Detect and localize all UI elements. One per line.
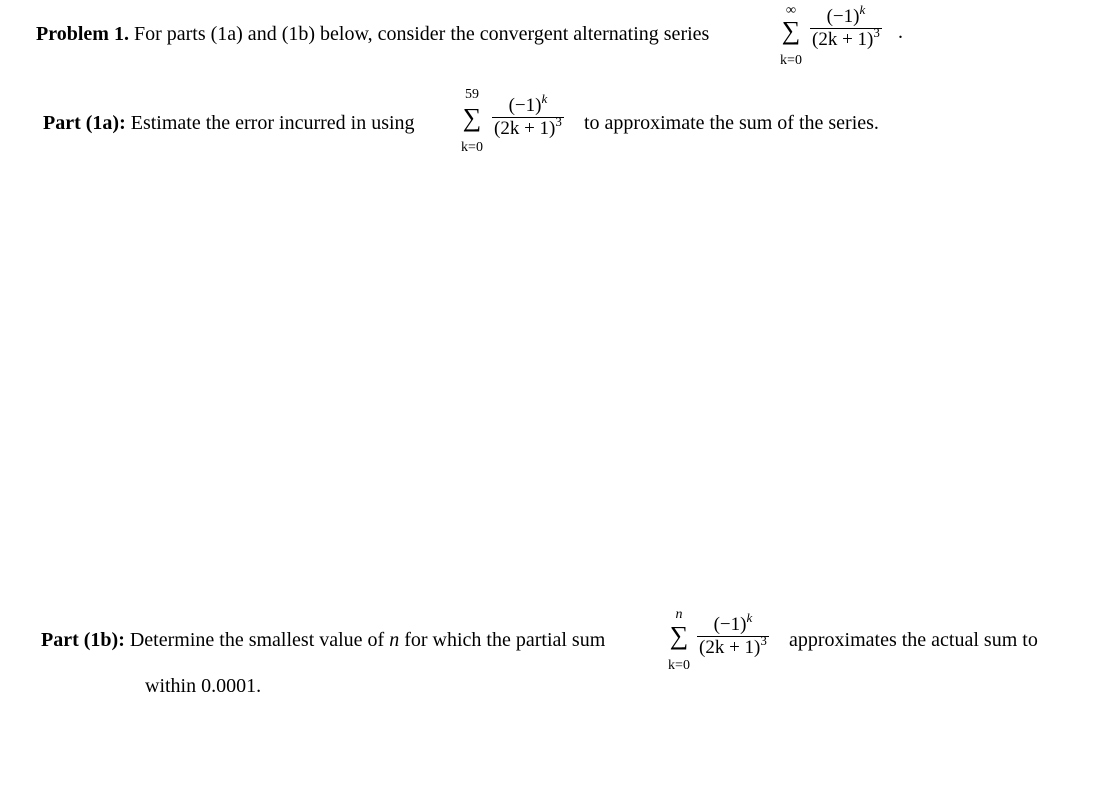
part-a-series-sigma: [457, 86, 487, 158]
part-b-variable: n: [389, 629, 400, 651]
sigma-symbol: ∑: [781, 16, 801, 45]
part-b-denominator-exp: 3: [760, 633, 767, 648]
part-b-text-mid: for which the partial sum: [404, 629, 606, 651]
part-b-series-sigma: [664, 606, 694, 676]
part-b-text-after: approximates the actual sum to: [789, 629, 1038, 651]
problem-denominator: (2k + 1): [812, 29, 874, 50]
problem-end-punct: .: [898, 21, 903, 43]
part-b-numerator-exp: k: [746, 610, 753, 625]
part-b-text-before: Determine the smallest value of: [129, 629, 385, 651]
part-b-label: Part (1b):: [41, 629, 125, 651]
part-b-denominator: (2k + 1): [699, 637, 761, 658]
problem-series-sigma: [776, 0, 806, 70]
part-b-text-line2: within 0.0001.: [145, 675, 262, 697]
problem-series-fraction: [810, 2, 882, 51]
part-a-sum-lower: k=0: [461, 140, 483, 155]
sigma-symbol: ∑: [462, 103, 482, 132]
problem-sum-lower: k=0: [780, 53, 802, 68]
part-a-text-before: Estimate the error incurred in using: [130, 112, 415, 134]
part-a-sum-upper: 59: [465, 87, 479, 102]
part-a-text-after: to approximate the sum of the series.: [584, 112, 879, 134]
part-b-series-fraction: [697, 610, 769, 659]
problem-denominator-exp: 3: [873, 25, 880, 40]
part-a-numerator-exp: k: [541, 91, 548, 106]
sigma-symbol: ∑: [669, 621, 689, 650]
part-b-sum-upper: n: [675, 607, 683, 622]
problem-intro: For parts (1a) and (1b) below, consider the convergent alternating series: [133, 23, 710, 45]
part-a-denominator-exp: 3: [555, 114, 562, 129]
problem-label: Problem 1.: [36, 23, 129, 45]
problem-numerator: (−1): [826, 6, 860, 27]
part-a-series-fraction: [492, 91, 564, 140]
problem-numerator-exp: k: [859, 2, 866, 17]
part-a-statement: [43, 111, 415, 135]
part-b-numerator: (−1): [713, 614, 747, 635]
part-b-statement: [41, 628, 605, 652]
part-a-denominator: (2k + 1): [494, 118, 556, 139]
part-b-sum-lower: k=0: [668, 658, 690, 673]
problem-sum-upper: ∞: [786, 3, 796, 18]
part-a-label: Part (1a):: [43, 112, 126, 134]
problem-statement: [36, 22, 709, 46]
part-a-numerator: (−1): [508, 95, 542, 116]
